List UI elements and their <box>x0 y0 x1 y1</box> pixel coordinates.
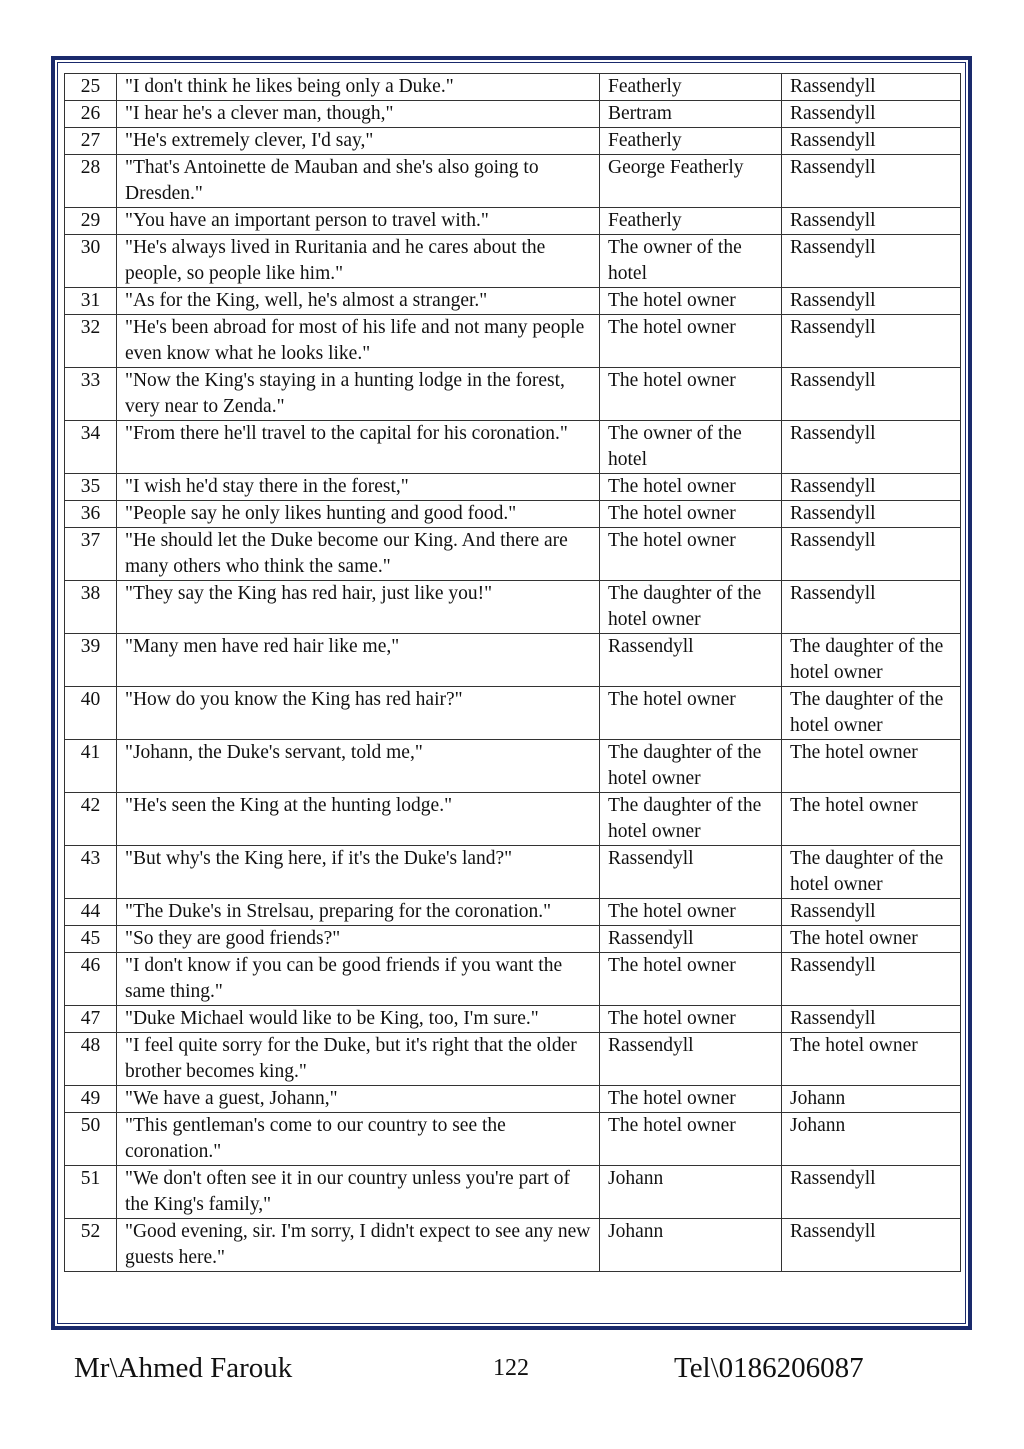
row-number: 38 <box>65 581 117 634</box>
listener-name: Rassendyll <box>782 1166 961 1219</box>
speaker-name: The hotel owner <box>600 1086 782 1113</box>
table-row <box>65 846 961 899</box>
row-number: 29 <box>65 208 117 235</box>
row-number: 42 <box>65 793 117 846</box>
table-row <box>65 74 961 101</box>
quote-text: "How do you know the King has red hair?" <box>117 687 600 740</box>
speaker-name: Johann <box>600 1219 782 1272</box>
table-row <box>65 315 961 368</box>
speaker-name: Featherly <box>600 208 782 235</box>
quote-text: "But why's the King here, if it's the Duke's land?" <box>117 846 600 899</box>
quote-text: "You have an important person to travel with." <box>117 208 600 235</box>
speaker-name: The hotel owner <box>600 474 782 501</box>
table-row <box>65 528 961 581</box>
listener-name: Rassendyll <box>782 1006 961 1033</box>
quote-text: "Now the King's staying in a hunting lodge in the forest, very near to Zenda." <box>117 368 600 421</box>
speaker-name: The hotel owner <box>600 368 782 421</box>
quote-text: "Good evening, sir. I'm sorry, I didn't expect to see any new guests here." <box>117 1219 600 1272</box>
table-row <box>65 155 961 208</box>
table-row <box>65 634 961 687</box>
page-footer <box>0 1348 1024 1388</box>
quotes-table <box>64 73 961 1272</box>
table-row <box>65 1166 961 1219</box>
row-number: 43 <box>65 846 117 899</box>
speaker-name: The hotel owner <box>600 501 782 528</box>
listener-name: Johann <box>782 1086 961 1113</box>
row-number: 49 <box>65 1086 117 1113</box>
row-number: 39 <box>65 634 117 687</box>
speaker-name: The owner of the hotel <box>600 421 782 474</box>
listener-name: Rassendyll <box>782 899 961 926</box>
table-row <box>65 793 961 846</box>
speaker-name: Rassendyll <box>600 926 782 953</box>
quote-text: "From there he'll travel to the capital for his coronation." <box>117 421 600 474</box>
listener-name: Rassendyll <box>782 101 961 128</box>
quote-text: "This gentleman's come to our country to see the coronation." <box>117 1113 600 1166</box>
table-row <box>65 368 961 421</box>
listener-name: Rassendyll <box>782 235 961 288</box>
row-number: 36 <box>65 501 117 528</box>
row-number: 40 <box>65 687 117 740</box>
speaker-name: The hotel owner <box>600 528 782 581</box>
page-number: 122 <box>493 1355 529 1381</box>
speaker-name: The daughter of the hotel owner <box>600 581 782 634</box>
quote-text: "He's been abroad for most of his life and not many people even know what he looks like." <box>117 315 600 368</box>
speaker-name: Johann <box>600 1166 782 1219</box>
row-number: 33 <box>65 368 117 421</box>
speaker-name: Rassendyll <box>600 1033 782 1086</box>
table-row <box>65 421 961 474</box>
quote-text: "I don't think he likes being only a Duke." <box>117 74 600 101</box>
speaker-name: The hotel owner <box>600 315 782 368</box>
speaker-name: The daughter of the hotel owner <box>600 793 782 846</box>
listener-name: Johann <box>782 1113 961 1166</box>
quote-text: "I feel quite sorry for the Duke, but it's right that the older brother becomes king." <box>117 1033 600 1086</box>
table-row <box>65 501 961 528</box>
speaker-name: Rassendyll <box>600 846 782 899</box>
quote-text: "I wish he'd stay there in the forest," <box>117 474 600 501</box>
listener-name: Rassendyll <box>782 581 961 634</box>
listener-name: Rassendyll <box>782 288 961 315</box>
listener-name: The hotel owner <box>782 1033 961 1086</box>
table-row <box>65 926 961 953</box>
listener-name: Rassendyll <box>782 474 961 501</box>
quote-text: "He's seen the King at the hunting lodge." <box>117 793 600 846</box>
listener-name: The hotel owner <box>782 793 961 846</box>
row-number: 32 <box>65 315 117 368</box>
speaker-name: The hotel owner <box>600 687 782 740</box>
table-row <box>65 953 961 1006</box>
listener-name: Rassendyll <box>782 208 961 235</box>
table-row <box>65 1033 961 1086</box>
speaker-name: Bertram <box>600 101 782 128</box>
listener-name: The hotel owner <box>782 740 961 793</box>
listener-name: The daughter of the hotel owner <box>782 846 961 899</box>
row-number: 51 <box>65 1166 117 1219</box>
speaker-name: The hotel owner <box>600 953 782 1006</box>
speaker-name: The hotel owner <box>600 288 782 315</box>
table-row <box>65 101 961 128</box>
table-row <box>65 128 961 155</box>
table-row <box>65 235 961 288</box>
quote-text: "We have a guest, Johann," <box>117 1086 600 1113</box>
table-row <box>65 288 961 315</box>
listener-name: The daughter of the hotel owner <box>782 634 961 687</box>
speaker-name: Rassendyll <box>600 634 782 687</box>
row-number: 47 <box>65 1006 117 1033</box>
quote-text: "He's always lived in Ruritania and he cares about the people, so people like him." <box>117 235 600 288</box>
quote-text: "He's extremely clever, I'd say," <box>117 128 600 155</box>
listener-name: Rassendyll <box>782 315 961 368</box>
row-number: 50 <box>65 1113 117 1166</box>
listener-name: Rassendyll <box>782 528 961 581</box>
speaker-name: The hotel owner <box>600 1006 782 1033</box>
table-row <box>65 687 961 740</box>
speaker-name: Featherly <box>600 128 782 155</box>
table-row <box>65 740 961 793</box>
table-row <box>65 208 961 235</box>
row-number: 25 <box>65 74 117 101</box>
listener-name: Rassendyll <box>782 74 961 101</box>
row-number: 27 <box>65 128 117 155</box>
row-number: 46 <box>65 953 117 1006</box>
quote-text: "He should let the Duke become our King. And there are many others who think the same." <box>117 528 600 581</box>
quote-text: "Duke Michael would like to be King, too, I'm sure." <box>117 1006 600 1033</box>
listener-name: Rassendyll <box>782 501 961 528</box>
listener-name: Rassendyll <box>782 368 961 421</box>
speaker-name: The owner of the hotel <box>600 235 782 288</box>
table-row <box>65 1006 961 1033</box>
speaker-name: Featherly <box>600 74 782 101</box>
table-row <box>65 899 961 926</box>
listener-name: The daughter of the hotel owner <box>782 687 961 740</box>
table-row <box>65 474 961 501</box>
quote-text: "We don't often see it in our country unless you're part of the King's family," <box>117 1166 600 1219</box>
listener-name: Rassendyll <box>782 155 961 208</box>
author-name: Mr\Ahmed Farouk <box>74 1352 293 1384</box>
quote-text: "They say the King has red hair, just like you!" <box>117 581 600 634</box>
row-number: 44 <box>65 899 117 926</box>
quote-text: "Many men have red hair like me," <box>117 634 600 687</box>
row-number: 28 <box>65 155 117 208</box>
speaker-name: The hotel owner <box>600 1113 782 1166</box>
table-row <box>65 581 961 634</box>
row-number: 30 <box>65 235 117 288</box>
quotes-table-body <box>65 74 961 1272</box>
row-number: 35 <box>65 474 117 501</box>
quote-text: "As for the King, well, he's almost a stranger." <box>117 288 600 315</box>
table-row <box>65 1219 961 1272</box>
listener-name: Rassendyll <box>782 1219 961 1272</box>
telephone-number: Tel\0186206087 <box>674 1352 864 1384</box>
quote-text: "The Duke's in Strelsau, preparing for the coronation." <box>117 899 600 926</box>
listener-name: Rassendyll <box>782 953 961 1006</box>
row-number: 37 <box>65 528 117 581</box>
quote-text: "Johann, the Duke's servant, told me," <box>117 740 600 793</box>
quote-text: "So they are good friends?" <box>117 926 600 953</box>
speaker-name: The daughter of the hotel owner <box>600 740 782 793</box>
row-number: 34 <box>65 421 117 474</box>
table-row <box>65 1086 961 1113</box>
row-number: 45 <box>65 926 117 953</box>
row-number: 41 <box>65 740 117 793</box>
listener-name: Rassendyll <box>782 421 961 474</box>
table-row <box>65 1113 961 1166</box>
speaker-name: The hotel owner <box>600 899 782 926</box>
speaker-name: George Featherly <box>600 155 782 208</box>
listener-name: Rassendyll <box>782 128 961 155</box>
listener-name: The hotel owner <box>782 926 961 953</box>
quote-text: "I hear he's a clever man, though," <box>117 101 600 128</box>
row-number: 52 <box>65 1219 117 1272</box>
quote-text: "I don't know if you can be good friends if you want the same thing." <box>117 953 600 1006</box>
quote-text: "That's Antoinette de Mauban and she's also going to Dresden." <box>117 155 600 208</box>
quote-text: "People say he only likes hunting and good food." <box>117 501 600 528</box>
row-number: 26 <box>65 101 117 128</box>
row-number: 48 <box>65 1033 117 1086</box>
row-number: 31 <box>65 288 117 315</box>
